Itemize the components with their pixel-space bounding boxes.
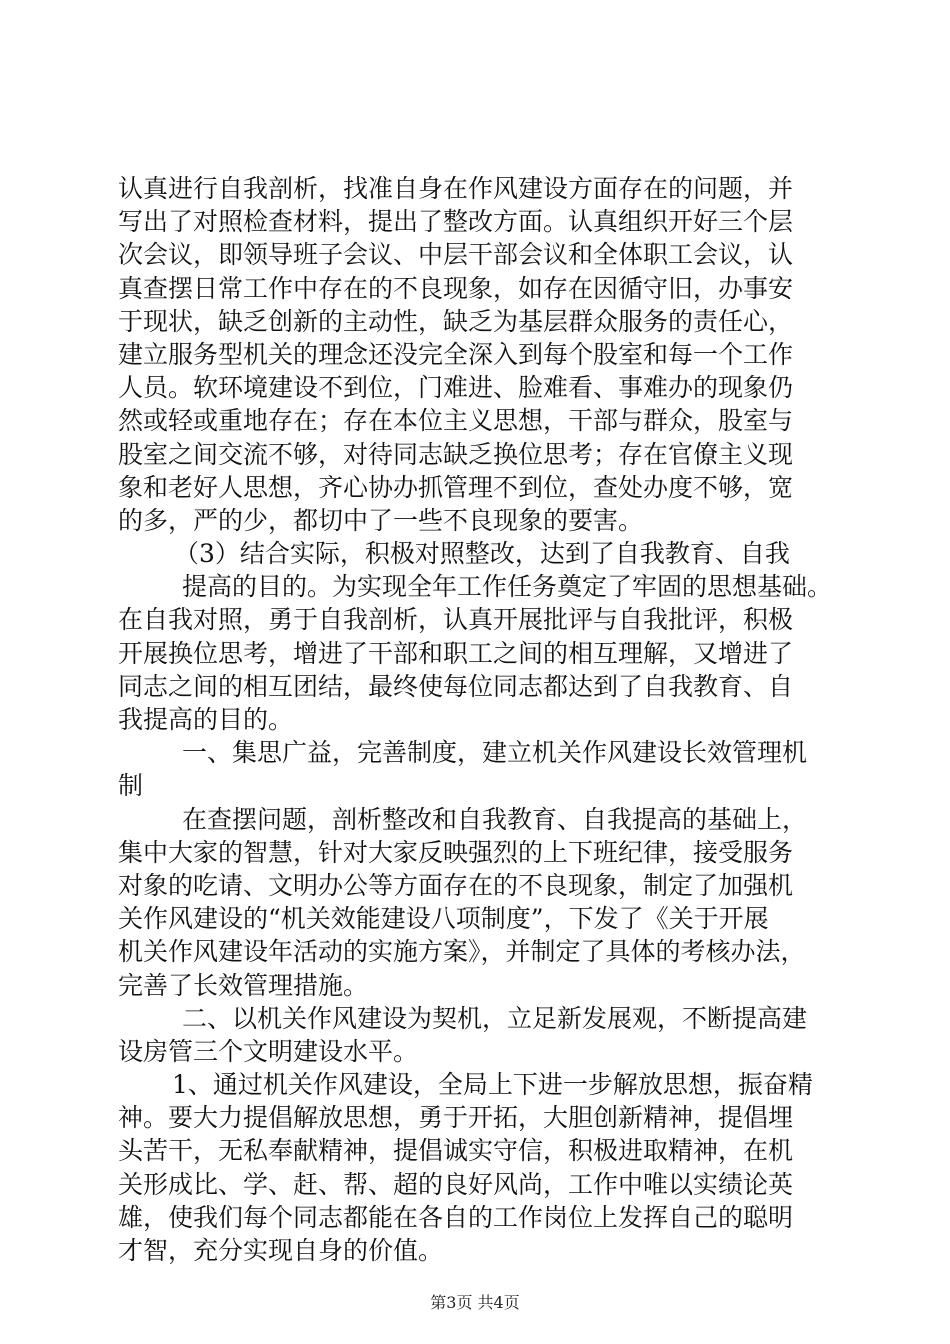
text-line: 认真进行自我剖析，找准自身在作风建设方面存在的问题，并 xyxy=(118,174,794,203)
text-line: 关形成比、学、赶、帮、超的良好风尚，工作中唯以实绩论英 xyxy=(118,1169,794,1199)
text-line: 人员。软环境建设不到位，门难进、脸难看、事难办的现象仍 xyxy=(118,373,794,403)
text-line: 在查摆问题，剖析整改和自我教育、自我提高的基础上， xyxy=(182,804,808,834)
section-heading: 一、集思广益，完善制度，建立机关作风建设长效管理机 xyxy=(182,738,808,768)
text-line: 我提高的目的。 xyxy=(118,705,294,734)
text-line: 才智，充分实现自身的价值。 xyxy=(118,1236,444,1265)
text-line: 然或轻或重地存在；存在本位主义思想，干部与群众，股室与 xyxy=(118,406,794,436)
section-heading-cont: 制 xyxy=(118,771,144,801)
text-line: 集中大家的智慧，针对大家反映强烈的上下班纪律，接受服务 xyxy=(118,837,794,867)
text-line: 1、通过机关作风建设，全局上下进一步解放思想，振奋精 xyxy=(172,1070,813,1100)
text-line: 建立服务型机关的理念还没完全深入到每个股室和每一个工作 xyxy=(118,339,794,369)
text-line: 真查摆日常工作中存在的不良现象，如存在因循守旧，办事安 xyxy=(118,273,794,303)
section-heading-cont: 设房管三个文明建设水平。 xyxy=(118,1036,419,1066)
text-line: 于现状，缺乏创新的主动性，缺乏为基层群众服务的责任心， xyxy=(118,306,794,336)
text-line: 写出了对照检查材料，提出了整改方面。认真组织开好三个层 xyxy=(118,207,794,237)
text-line: 的多，严的少，都切中了一些不良现象的要害。 xyxy=(118,505,644,535)
text-line: 完善了长效管理措施。 xyxy=(118,970,369,1000)
section-heading: 二、以机关作风建设为契机，立足新发展观，不断提高建 xyxy=(182,1003,808,1033)
text-line: 在自我对照，勇于自我剖析，认真开展批评与自我批评，积极 xyxy=(118,605,794,635)
text-line: 同志之间的相互团结，最终使每位同志都达到了自我教育、自 xyxy=(118,671,794,701)
text-line: 关作风建设的“机关效能建设八项制度”，下发了《关于开展 xyxy=(118,904,769,934)
text-line: 开展换位思考，增进了干部和职工之间的相互理解，又增进了 xyxy=(118,638,794,668)
text-line: 神。要大力提倡解放思想，勇于开拓，大胆创新精神，提倡埋 xyxy=(118,1103,794,1133)
text-line: 股室之间交流不够，对待同志缺乏换位思考；存在官僚主义现 xyxy=(118,439,794,469)
text-line: 头苦干，无私奉献精神，提倡诚实守信，积极进取精神，在机 xyxy=(118,1136,794,1166)
page-number-footer: 第3页 共4页 xyxy=(430,1293,520,1312)
paragraph-heading: （3）结合实际，积极对照整改，达到了自我教育、自我 xyxy=(174,539,790,569)
text-line: 次会议，即领导班子会议、中层干部会议和全体职工会议，认 xyxy=(118,240,794,270)
text-line: 雄，使我们每个同志都能在各自的工作岗位上发挥自己的聪明 xyxy=(118,1202,794,1232)
body-text xyxy=(118,172,838,1267)
text-line: 提高的目的。为实现全年工作任务奠定了牢固的思想基础。 xyxy=(182,572,833,602)
text-line: 对象的吃请、文明办公等方面存在的不良现象，制定了加强机 xyxy=(118,870,794,900)
text-line: 象和老好人思想，齐心协办抓管理不到位，查处办度不够，宽 xyxy=(118,472,794,502)
text-line: 机关作风建设年活动的实施方案》，并制定了具体的考核办法， xyxy=(118,937,806,967)
